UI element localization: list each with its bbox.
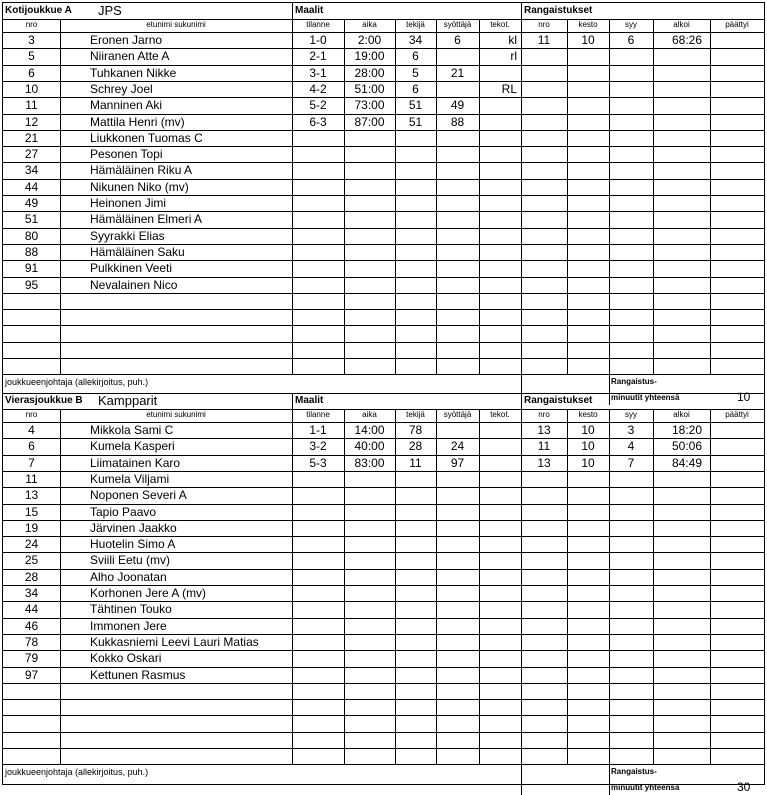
home-goal-score: 3-1 (309, 65, 327, 80)
home-header-p_nro: nro (538, 20, 550, 29)
away-title-divider (3, 409, 764, 410)
home-header-syy: syy (625, 20, 637, 29)
away-col-divider (60, 409, 61, 764)
away-penalty-number: 13 (537, 455, 551, 470)
home-player-name: Syyrakki Elias (90, 228, 165, 243)
home-player-name: Niiranen Atte A (90, 49, 170, 64)
home-header-paattyi: päättyi (725, 20, 749, 29)
away-goal-assist: 24 (450, 439, 465, 454)
away-player-number: 28 (24, 569, 39, 584)
home-goal-assist: 6 (454, 33, 461, 47)
home-player-number: 3 (28, 33, 35, 47)
home-player-name: Hämäläinen Saku (90, 244, 185, 259)
away-player-number: 15 (24, 504, 39, 519)
home-player-name: Heinonen Jimi (90, 196, 167, 210)
home-row-line (3, 374, 764, 375)
away-header-paattyi: päättyi (725, 410, 749, 419)
home-row-line (3, 358, 764, 359)
home-row-line (3, 293, 764, 294)
home-goal-assist: 49 (450, 98, 465, 113)
home-col-divider (479, 19, 480, 374)
home-title-divider (3, 19, 764, 20)
home-player-number: 51 (24, 212, 39, 227)
home-goal-scorer: 6 (412, 49, 419, 64)
home-player-name: Hämäläinen Elmeri A (90, 212, 203, 227)
away-header-aika: aika (362, 410, 377, 419)
away-penalty-duration: 10 (581, 439, 595, 454)
away-section-label: Vierasjoukkue B (5, 395, 83, 406)
away-player-name: Korhonen Jere A (mv) (90, 586, 207, 600)
away-penalty-number: 13 (537, 423, 551, 437)
home-header-tekija: tekijä (406, 20, 425, 29)
away-penalty-reason: 4 (627, 439, 635, 454)
home-player-name: Nikunen Niko (mv) (90, 179, 189, 194)
away-player-number: 6 (28, 439, 35, 454)
away-goal-scorer: 11 (409, 455, 422, 470)
away-row-line (3, 764, 764, 765)
home-goal-scorer: 51 (408, 114, 423, 129)
away-header-nro: nro (25, 410, 38, 419)
away-goal-score: 3-2 (309, 439, 327, 454)
away-player-number: 25 (24, 553, 39, 568)
home-player-name: Liukkonen Tuomas C (90, 130, 203, 145)
away-player-name: Järvinen Jaakko (90, 520, 177, 535)
home-col-divider (710, 19, 711, 374)
home-penalty-duration: 10 (581, 33, 595, 47)
away-leader-label: joukkueenjohtaja (allekirjoitus, puh.) (5, 767, 149, 778)
away-penalty-duration: 10 (581, 455, 595, 470)
away-player-name: Tähtinen Touko (90, 602, 172, 617)
away-team-section (3, 393, 764, 795)
away-penalty-number: 11 (537, 439, 551, 454)
home-goal-score: 5-2 (309, 98, 327, 113)
home-col-divider (653, 19, 654, 374)
home-player-name: Eronen Jarno (90, 33, 163, 47)
home-player-number: 95 (24, 277, 39, 292)
away-row-line (3, 699, 764, 700)
home-player-number: 80 (24, 228, 39, 243)
away-goal-score: 5-3 (309, 455, 327, 470)
home-row-line (3, 309, 764, 310)
away-player-number: 24 (24, 537, 39, 552)
home-header-tilanne: tilanne (306, 20, 330, 29)
home-team-section (3, 3, 764, 405)
away-player-name: Immonen Jere (90, 618, 167, 633)
home-goal-score: 6-3 (309, 114, 327, 129)
home-goal-time: 51:00 (354, 81, 385, 96)
away-header-name: etunimi sukunimi (146, 410, 206, 419)
home-pim-label-2: minuutit yhteensä (611, 393, 680, 403)
home-goal-type: rl (510, 49, 517, 64)
away-penalty-start: 84:49 (671, 455, 702, 470)
away-goal-scorer: 28 (408, 439, 423, 454)
home-goal-time: 19:00 (354, 49, 385, 64)
home-header-aika: aika (362, 20, 377, 29)
away-penalty-start: 18:20 (671, 423, 702, 437)
away-player-name: Kukkasniemi Leevi Lauri Matias (90, 634, 259, 649)
home-pim-label-1: Rangaistus- (611, 377, 657, 387)
home-player-number: 27 (24, 147, 39, 162)
home-pim-total: 10 (737, 390, 751, 405)
away-player-name: Mikkola Sami C (90, 423, 174, 437)
home-player-number: 91 (24, 261, 39, 276)
away-row-line (3, 683, 764, 684)
away-col-divider (479, 409, 480, 764)
home-player-number: 34 (24, 163, 39, 178)
away-col-divider (710, 409, 711, 764)
away-player-number: 78 (24, 634, 39, 649)
home-player-name: Mattila Henri (mv) (90, 114, 185, 129)
home-goal-scorer: 5 (412, 65, 419, 80)
home-goals-label: Maalit (295, 5, 324, 16)
home-team-name: JPS (98, 3, 122, 18)
away-player-number: 79 (24, 651, 39, 666)
away-player-name: Kettunen Rasmus (90, 667, 186, 682)
home-goal-score: 4-2 (309, 81, 327, 96)
away-penalties-label: Rangaistukset (524, 395, 593, 406)
away-penalty-start: 50:06 (671, 439, 702, 454)
home-header-name: etunimi sukunimi (146, 20, 206, 29)
home-row-line (3, 342, 764, 343)
away-header-kesto: kesto (578, 410, 598, 419)
away-player-name: Tapio Paavo (90, 504, 157, 519)
home-goal-type: RL (501, 81, 517, 96)
away-header-tekija: tekijä (406, 410, 425, 419)
home-col-divider (60, 19, 61, 374)
home-major-divider (521, 3, 522, 374)
away-row-line (3, 732, 764, 733)
away-player-name: Kumela Viljami (90, 471, 170, 486)
home-goal-time: 2:00 (357, 33, 382, 47)
home-goal-time: 28:00 (354, 65, 385, 80)
home-player-name: Nevalainen Nico (90, 277, 178, 292)
away-pim-label-2: minuutit yhteensä (611, 783, 680, 793)
home-player-name: Tuhkanen Nikke (90, 65, 177, 80)
home-player-number: 21 (24, 130, 39, 145)
away-goal-assist: 97 (450, 455, 465, 470)
home-goal-score: 1-0 (309, 33, 327, 47)
away-player-name: Alho Joonatan (90, 569, 167, 584)
away-penalty-reason: 3 (627, 423, 635, 437)
away-goal-time: 40:00 (354, 439, 385, 454)
home-player-number: 10 (24, 81, 39, 96)
home-player-number: 88 (24, 244, 39, 259)
away-footer-divider (609, 764, 610, 795)
away-player-name: Kumela Kasperi (90, 439, 175, 454)
away-header-tekot: tekot. (490, 410, 510, 419)
home-player-name: Schrey Joel (90, 81, 153, 96)
home-header-tekot: tekot. (490, 20, 510, 29)
away-header-tilanne: tilanne (306, 410, 330, 419)
away-player-number: 11 (25, 471, 38, 486)
away-player-number: 97 (24, 667, 39, 682)
home-penalties-label: Rangaistukset (524, 5, 593, 16)
home-player-number: 12 (24, 114, 39, 129)
home-goal-scorer: 34 (408, 33, 423, 47)
home-goal-score: 2-1 (309, 49, 327, 64)
home-goal-assist: 21 (450, 65, 465, 80)
away-goal-time: 83:00 (354, 455, 385, 470)
away-goal-score: 1-1 (309, 423, 327, 437)
home-player-number: 5 (28, 49, 35, 64)
home-leader-label: joukkueenjohtaja (allekirjoitus, puh.) (5, 377, 149, 388)
away-pim-total: 30 (737, 780, 751, 795)
home-header-nro: nro (25, 20, 38, 29)
away-footer-divider (521, 764, 522, 795)
away-player-name: Noponen Severi A (90, 488, 187, 503)
away-player-name: Liimatainen Karo (90, 455, 181, 470)
home-player-name: Pulkkinen Veeti (90, 261, 173, 276)
home-penalty-start: 68:26 (671, 33, 702, 47)
away-row-line (3, 748, 764, 749)
away-penalty-duration: 10 (581, 423, 595, 437)
away-player-number: 44 (24, 602, 39, 617)
away-goal-scorer: 78 (408, 423, 423, 437)
home-goal-assist: 88 (450, 114, 465, 129)
home-row-line (3, 325, 764, 326)
home-header-syottaja: syöttäjä (443, 20, 472, 29)
away-player-number: 13 (24, 488, 39, 503)
away-penalty-reason: 7 (627, 455, 635, 470)
away-header-syy: syy (625, 410, 637, 419)
away-row-line (3, 715, 764, 716)
away-team-name: Kampparit (98, 393, 158, 408)
home-header-alkoi: alkoi (673, 20, 690, 29)
away-player-name: Sviili Eetu (mv) (90, 553, 171, 568)
home-penalty-reason: 6 (627, 33, 635, 47)
home-goal-time: 73:00 (354, 98, 385, 113)
home-section-label: Kotijoukkue A (5, 5, 72, 16)
home-player-name: Hämäläinen Riku A (90, 163, 193, 178)
section-separator (3, 393, 764, 394)
home-player-name: Pesonen Topi (90, 147, 163, 162)
home-player-number: 44 (24, 179, 39, 194)
away-header-p_nro: nro (538, 410, 550, 419)
away-goal-time: 14:00 (354, 423, 385, 437)
home-col-divider (567, 19, 568, 374)
home-goal-time: 87:00 (354, 114, 385, 129)
home-player-number: 11 (25, 98, 38, 113)
home-goal-type: kl (508, 33, 517, 47)
away-player-number: 4 (28, 423, 35, 437)
away-header-alkoi: alkoi (673, 410, 690, 419)
away-player-name: Kokko Oskari (90, 651, 162, 666)
away-player-number: 34 (24, 586, 39, 600)
home-player-name: Manninen Aki (90, 98, 163, 113)
away-player-number: 46 (24, 618, 39, 633)
away-player-number: 19 (24, 520, 39, 535)
home-penalty-number: 11 (537, 33, 551, 47)
away-goals-label: Maalit (295, 395, 324, 406)
home-col-divider (609, 19, 610, 374)
home-goal-scorer: 6 (412, 81, 419, 96)
home-goal-scorer: 51 (408, 98, 423, 113)
away-player-name: Huotelin Simo A (90, 537, 176, 552)
scoresheet (2, 2, 765, 795)
home-player-number: 6 (28, 65, 35, 80)
away-player-number: 7 (28, 455, 35, 470)
home-header-kesto: kesto (578, 20, 598, 29)
away-pim-label-1: Rangaistus- (611, 767, 657, 777)
home-player-number: 49 (24, 196, 39, 210)
away-header-syottaja: syöttäjä (443, 410, 472, 419)
